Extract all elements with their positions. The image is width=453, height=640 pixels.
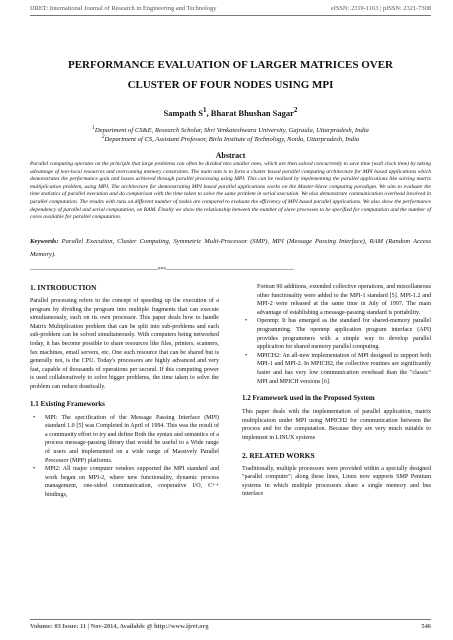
section-2-heading: 2. RELATED WORKS bbox=[242, 450, 315, 460]
title-line-1: PERFORMANCE EVALUATION OF LARGER MATRICES OVER bbox=[67, 59, 394, 71]
affiliation-2 bbox=[30, 133, 431, 144]
section-separator: -----------------------------------------------------------------------***----------------------------------------------------------------------- bbox=[30, 267, 294, 273]
issn: eISSN: 2319-1163 | pISSN: 2321-7308 bbox=[330, 5, 431, 12]
list-item-mpich2: • MPICH2: An all-new implementation of MPI designed to support both MPI-1 and MPI-2. In MPICH2, the collective routines are significantly faster and has very low communication overhead than the "classic" MPI and MPICH versions [6]. bbox=[242, 352, 431, 386]
author-2: Bharat Bhushan Sagar bbox=[210, 107, 294, 118]
authors bbox=[30, 106, 431, 118]
keywords-label: Keywords: bbox=[30, 238, 59, 245]
title-line-2: CLUSTER OF FOUR NODES USING MPI bbox=[127, 79, 334, 91]
list-item-mpi2-continued: Fortran 90 additions, extended collective operations, and miscellaneous other functionality were added to the MPI-1 standard [5]. MPI-1.2 and MPI-2 were released at the same time in July of 1997. The main advantage of establishing a message-passing standard is portability. bbox=[257, 284, 431, 316]
footer-rule bbox=[30, 619, 431, 620]
list-item-mpi2 bbox=[30, 465, 219, 499]
section-2-paragraph: Traditionally, multiple processors were provided within a specially designed "parallel computer"; along these lines, Linux now supports SMP Pentium systems in which multiple processors share a single memory and bus interface bbox=[242, 465, 431, 498]
affiliation-1-sup: 1 bbox=[92, 125, 95, 131]
keywords-text: Parallel Execution, Cluster Computing, Symmetric Multi-Processor (SMP), MPI (Message Passing Interface), RAM (Random Access Memory). bbox=[30, 238, 431, 258]
keywords bbox=[30, 236, 431, 261]
affiliation-2-text: Department of CS, Assistant Professor, Birla Institute of Technology, Noida, Uttarpradesh, India bbox=[104, 136, 360, 144]
abstract-text: Parallel computing operates on the principle that large problems can often be divided into smaller ones, which are then solved concurrently to save time (wall clock time) by taking advantage of non-local resources and overcoming memory constraints. The main aim is to form a cluster based parallel computing architecture for MPI based applications which demonstrates the performance gain and losses achieved through parallel processing using MPI. This can be realized by implementing the parallel applications like solving matrix multiplication problem, using MPI. The architecture for demonstrating MPI based parallel applications works on the Master-Slave computing paradigm. We aim to evaluate the time statistics of parallel execution and do comparison with the time taken to solve the same problem in serial execution. We also demonstrate communication overhead involved in parallel computation. The results with runs on different number of nodes are compared to evaluate the efficiency of MPI based parallel applications. We also show the performance dependency of parallel and serial computation, on RAM. Finally we show the relationship between the number of slave processes to be specified for computation and the number of cores available for parallel computation. bbox=[30, 161, 431, 221]
subsection-1-2-heading: 1.2 Framework used in the Proposed System bbox=[242, 394, 375, 403]
journal-name: IJRET: International Journal of Research in Engineering and Technology bbox=[30, 5, 217, 12]
list-item-openmp: • Openmp: It has emerged as the standard for shared-memory parallel programming. The openmp application program interface (API) provides programmers with a simple way to develop parallel application for shared memory parallel computing. bbox=[242, 317, 431, 351]
subsection-1-1-heading: 1.1 Existing Frameworks bbox=[30, 399, 105, 408]
list-item-mpi2-text: MPI2: All major computer vendors supported the MPI standard and work began on MPI-2, where new functionality, dynamic process management, one-sided communication, cooperative I/O, C++ bindings, bbox=[45, 466, 219, 498]
affiliation-1-text: Department of CS&E, Research Scholar, Shri Venkateshwara University, Gajraula, Uttarpradesh, India bbox=[94, 127, 369, 135]
section-1-paragraph: Parallel processing refers to the concept of speeding up the execution of a program by dividing the program into multiple fragments that can execute simultaneously, each on its own processor. This paper deals how to handle Matrix Multiplication problem that can be split into sub-problems and each sub-problem can be solved simultaneously. With computers being networked today, it has become possible to share resources like files, printers, scanners, fax machines, email servers, etc. One such resource that can be shared but is generally not, is the CPU. Today's processors are highly advanced and very fast, capable of thousands of operations per second. If this computing power is used collaboratively to solve bigger problems, the time taken to solve the problem can reduce drastically. bbox=[30, 298, 219, 390]
affiliation-2-sup: 2 bbox=[101, 134, 105, 140]
right-column bbox=[242, 283, 431, 505]
volume-info: Volume: 03 Issue: 11 | Nov-2014, Available @ http://www.ijret.org bbox=[30, 623, 209, 630]
running-header bbox=[30, 5, 431, 12]
author-sep: , bbox=[206, 107, 211, 118]
author-1: Sampath S bbox=[163, 107, 203, 118]
list-item-mpi: • MPI: The specification of the Message Passing Interface (MPI) standard 1.0 [5] was Completed in April of 1994. This was the result of a community effort to try and define Both the syntax and semantics of a process message-passing library that would be useful to a Wide range of users and implemented on a wide range of Massively Parallel Processor (MPP) platforms. bbox=[30, 414, 219, 466]
frameworks-list bbox=[30, 414, 219, 500]
author-1-sup: 1 bbox=[202, 106, 207, 114]
author-2-sup: 2 bbox=[293, 106, 298, 114]
section-1-heading: 1. INTRODUCTION bbox=[30, 283, 97, 292]
page-number: 546 bbox=[421, 623, 431, 630]
running-footer bbox=[30, 623, 431, 630]
left-column bbox=[30, 283, 219, 499]
header-rule bbox=[30, 15, 431, 16]
paper-title bbox=[30, 55, 431, 95]
frameworks-list-cont bbox=[242, 317, 431, 386]
abstract-heading: Abstract bbox=[215, 151, 246, 160]
subsection-1-2-paragraph: This paper deals with the implementation of parallel application, matrix multiplication under MPI using MPICH2 for communication between the process and for the computation. Because they are very much suitable to implement in LINUX systems bbox=[242, 409, 431, 441]
